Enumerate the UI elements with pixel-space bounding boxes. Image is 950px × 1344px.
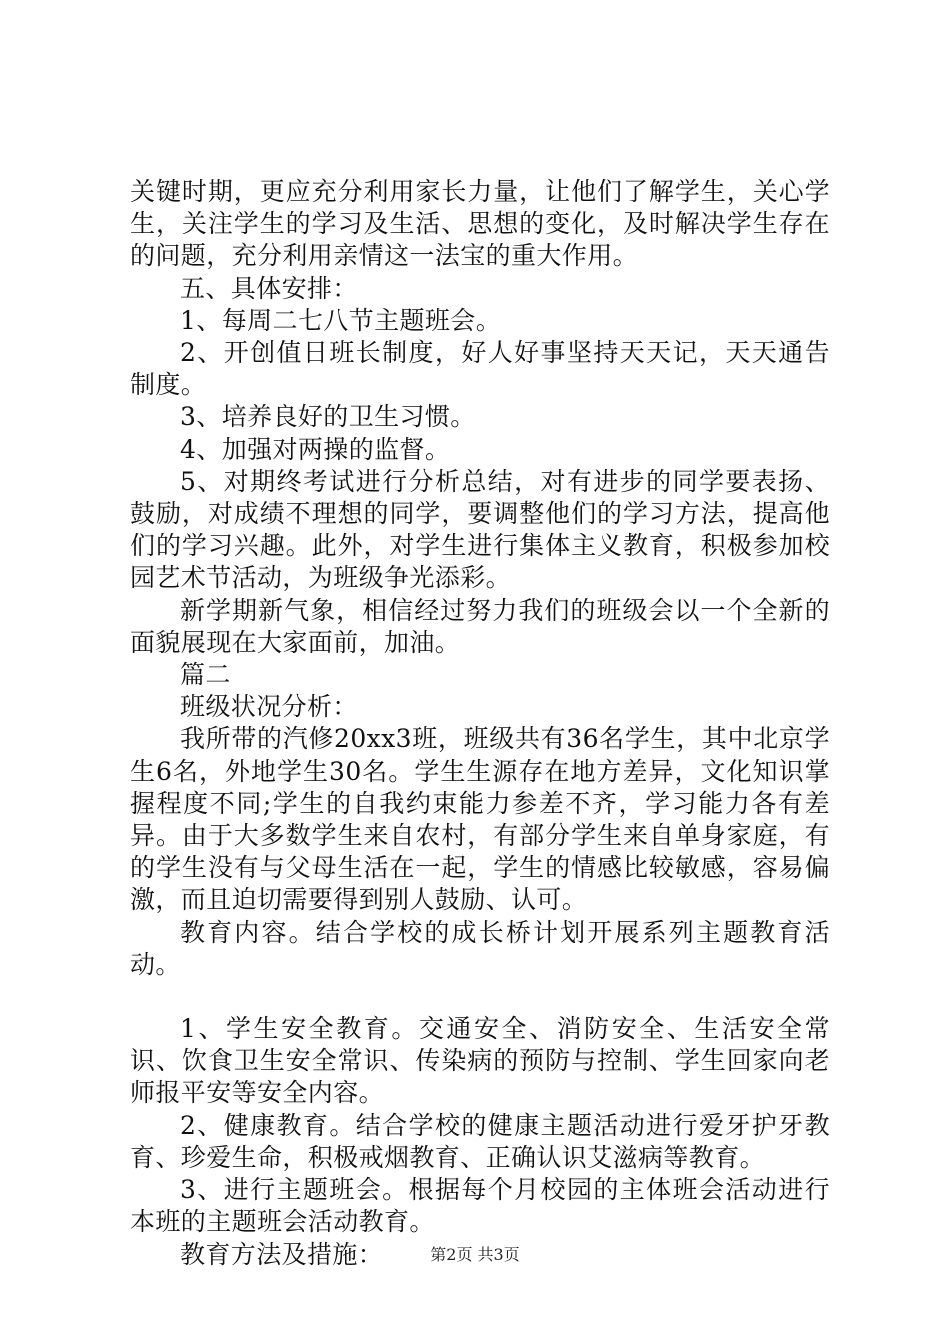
paragraph-closing: 新学期新气象，相信经过努力我们的班级会以一个全新的面貌展现在大家面前，加油。 xyxy=(130,595,830,657)
list-item-1: 1、每周二七八节主题班会。 xyxy=(180,305,502,335)
section-heading-arrangement: 五、具体安排： xyxy=(180,273,358,303)
page-footer: 第2页 共3页 xyxy=(430,1245,520,1264)
document-body xyxy=(130,176,830,1271)
section-heading-class-analysis: 班级状况分析： xyxy=(180,692,358,722)
section-heading-education-content: 教育内容。结合学校的成长桥计划开展系列主题教育活动。 xyxy=(130,917,830,979)
education-item-2: 2、健康教育。结合学校的健康主题活动进行爱牙护牙教育、珍爱生命，积极戒烟教育、正确认识艾滋病等教育。 xyxy=(130,1110,830,1172)
paragraph-continuation: 关键时期，更应充分利用家长力量，让他们了解学生，关心学生，关注学生的学习及生活、思想的变化，及时解决学生存在的问题，充分利用亲情这一法宝的重大作用。 xyxy=(130,177,830,271)
education-item-3: 3、进行主题班会。根据每个月校园的主体班会活动进行本班的主题班会活动教育。 xyxy=(130,1175,830,1237)
list-item-2: 2、开创值日班长制度，好人好事坚持天天记，天天通告制度。 xyxy=(130,338,830,400)
education-item-1: 1、学生安全教育。交通安全、消防安全、生活安全常识、饮食卫生安全常识、传染病的预防与控制、学生回家向老师报平安等安全内容。 xyxy=(130,1014,830,1108)
paragraph-class-analysis: 我所带的汽修20xx3班，班级共有36名学生，其中北京学生6名，外地学生30名。学生生源存在地方差异，文化知识掌握程度不同;学生的自我约束能力参差不齐，学习能力各有差异。由于大多数学生来自农村，有部分学生来自单身家庭，有的学生没有与父母生活在一起，学生的情感比较敏感，容易偏激，而且迫切需要得到别人鼓励、认可。 xyxy=(130,724,830,915)
section-heading-methods: 教育方法及措施： xyxy=(180,1239,384,1269)
list-item-5: 5、对期终考试进行分析总结，对有进步的同学要表扬、鼓励，对成绩不理想的同学，要调整他们的学习方法，提高他们的学习兴趣。此外，对学生进行集体主义教育，积极参加校园艺术节活动，为班级争光添彩。 xyxy=(130,466,830,593)
list-item-3: 3、培养良好的卫生习惯。 xyxy=(180,402,476,432)
list-item-4: 4、加强对两操的监督。 xyxy=(180,434,451,464)
section-title-part-two: 篇二 xyxy=(180,660,231,690)
